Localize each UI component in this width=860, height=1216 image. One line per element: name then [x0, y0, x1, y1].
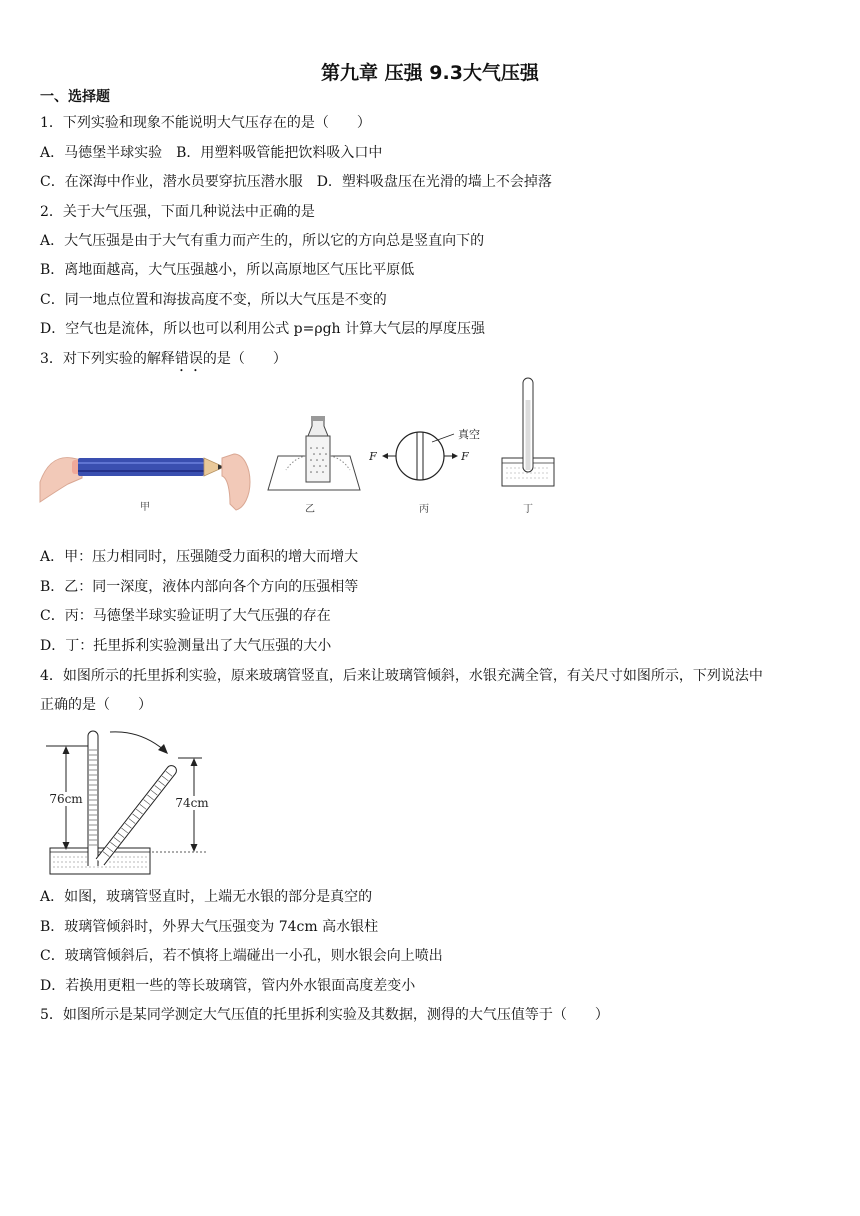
q2-option-c: C．同一地点位置和海拔高度不变，所以大气压是不变的 — [40, 292, 387, 308]
pencil-body — [78, 458, 204, 476]
rotation-arrow — [110, 732, 164, 750]
bottle-body — [306, 436, 330, 482]
left-dimension-arrowhead-top — [63, 746, 70, 754]
figure-label-jia: 甲 — [140, 502, 150, 513]
q4-option-d: D．若换用更粗一些的等长玻璃管，管内外水银面高度差变小 — [40, 978, 416, 994]
water-jet-right — [330, 456, 350, 470]
q4-option-c: C．玻璃管倾斜后，若不慎将上端碰出一小孔，则水银会向上喷出 — [40, 948, 443, 964]
vacuum-label: 真空 — [458, 428, 480, 441]
pencil-experiment-figure — [40, 454, 250, 513]
hemisphere-sphere — [396, 432, 444, 480]
q3-option-a: A．甲：压力相同时，压强随受力面积的增大而增大 — [40, 549, 359, 565]
bottle-cap — [311, 416, 325, 421]
q3-figure — [38, 372, 598, 522]
q3-stem-emphasis: 错误 — [174, 351, 203, 367]
torricelli-figure — [502, 378, 554, 515]
page-title: 第九章 压强 9.3大气压强 — [321, 62, 539, 84]
force-label-right: F — [461, 450, 469, 463]
q3-option-b: B．乙：同一深度，液体内部向各个方向的压强相等 — [40, 579, 359, 595]
figure-label-yi: 乙 — [305, 504, 315, 515]
force-arrowhead-left — [382, 453, 388, 459]
q2-option-a: A．大气压强是由于大气有重力而产生的，所以它的方向总是竖直向下的 — [40, 233, 485, 249]
q2-option-d: D．空气也是流体，所以也可以利用公式 p=ρgh 计算大气层的厚度压强 — [40, 321, 486, 337]
q3-stem-post: 的是（ ） — [202, 351, 287, 367]
rotation-arrowhead — [158, 744, 168, 754]
q2-option-b: B．离地面越高，大气压强越小，所以高原地区气压比平原低 — [40, 262, 415, 278]
q4-figure — [40, 724, 220, 876]
q4-option-a: A．如图，玻璃管竖直时，上端无水银的部分是真空的 — [40, 889, 373, 905]
mercury-column — [526, 400, 531, 470]
vertical-tube — [88, 731, 98, 866]
figure-label-ding: 丁 — [523, 504, 533, 515]
q4-option-b: B．玻璃管倾斜时，外界大气压强变为 74cm 高水银柱 — [40, 919, 379, 935]
right-height-label: 74cm — [175, 796, 209, 810]
water-jet-left — [286, 456, 306, 470]
force-arrowhead-right — [452, 453, 458, 459]
right-dimension-arrowhead-bottom — [191, 844, 198, 852]
q3-option-c: C．丙：马德堡半球实验证明了大气压强的存在 — [40, 608, 331, 624]
q1-stem: 1．下列实验和现象不能说明大气压存在的是（ ） — [40, 115, 371, 131]
q3-stem-pre: 3．对下列实验的解释 — [40, 351, 175, 367]
q1-options-ab: A．马德堡半球实验 B．用塑料吸管能把饮料吸入口中 — [40, 145, 383, 161]
q4-stem-line1: 4．如图所示的托里拆利实验，原来玻璃管竖直，后来让玻璃管倾斜，水银充满全管，有关尺寸如图所示，下列说法中 — [40, 668, 763, 684]
bottle-neck — [308, 420, 328, 436]
figure-label-bing: 丙 — [419, 504, 429, 515]
q5-stem: 5．如图所示是某同学测定大气压值的托里拆利实验及其数据，测得的大气压值等于（ ） — [40, 1007, 609, 1023]
magdeburg-figure — [368, 427, 480, 515]
q4-stem-line2: 正确的是（ ） — [40, 697, 152, 713]
right-dimension-arrowhead-top — [191, 758, 198, 766]
force-label-left: F — [369, 450, 377, 463]
left-dimension-arrowhead-bottom — [63, 842, 70, 850]
bottle-experiment-figure — [268, 416, 360, 515]
section-heading: 一、选择题 — [40, 89, 110, 105]
q1-options-cd: C．在深海中作业，潜水员要穿抗压潜水服 D．塑料吸盘压在光滑的墙上不会掉落 — [40, 174, 552, 190]
right-hand-shape — [222, 454, 250, 510]
left-height-label: 76cm — [49, 792, 83, 806]
q3-option-d: D．丁：托里拆利实验测量出了大气压强的大小 — [40, 638, 332, 654]
q2-stem: 2．关于大气压强，下面几种说法中正确的是 — [40, 204, 315, 220]
tilted-tube — [96, 764, 178, 866]
